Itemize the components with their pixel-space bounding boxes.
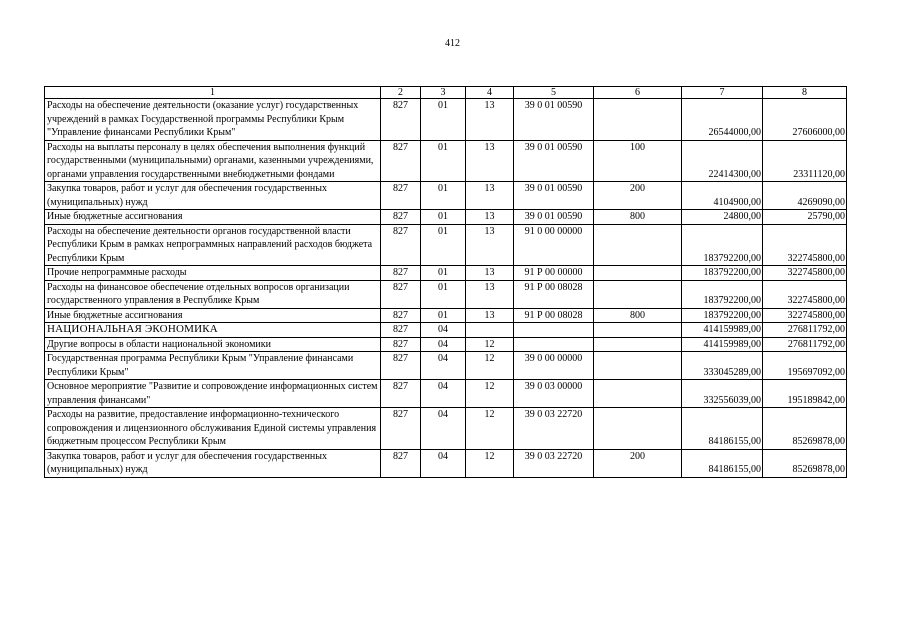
amount-year1-cell: 333045289,00 xyxy=(682,352,763,380)
expense-name-cell: Закупка товаров, работ и услуг для обеспечения государственных (муниципальных) нужд xyxy=(45,182,381,210)
column-header: 7 xyxy=(682,87,763,99)
amount-year1-cell: 332556039,00 xyxy=(682,380,763,408)
table-row xyxy=(45,182,847,210)
section-code-cell: 01 xyxy=(421,308,466,323)
section-code-cell: 01 xyxy=(421,182,466,210)
ministry-code-cell: 827 xyxy=(381,280,421,308)
table-row xyxy=(45,449,847,477)
ministry-code-cell: 827 xyxy=(381,380,421,408)
section-code-cell: 04 xyxy=(421,408,466,450)
table-row xyxy=(45,408,847,450)
ministry-code-cell: 827 xyxy=(381,337,421,352)
expense-name-cell: Расходы на развитие, предоставление информационно-технического сопровождения и лицензионного обслуживания Единой системы управления бюджетным процессом Республики Крым xyxy=(45,408,381,450)
expense-type-cell xyxy=(594,99,682,141)
section-code-cell: 04 xyxy=(421,380,466,408)
ministry-code-cell: 827 xyxy=(381,352,421,380)
section-code-cell: 04 xyxy=(421,337,466,352)
expense-name-cell: НАЦИОНАЛЬНАЯ ЭКОНОМИКА xyxy=(45,323,381,338)
section-code-cell: 01 xyxy=(421,266,466,281)
target-article-cell: 91 Р 00 08028 xyxy=(514,280,594,308)
section-code-cell: 04 xyxy=(421,449,466,477)
amount-year1-cell: 183792200,00 xyxy=(682,280,763,308)
table-row xyxy=(45,99,847,141)
table-row xyxy=(45,352,847,380)
column-header: 1 xyxy=(45,87,381,99)
expense-name-cell: Основное мероприятие "Развитие и сопровождение информационных систем управления финансами" xyxy=(45,380,381,408)
expense-type-cell xyxy=(594,266,682,281)
expense-name-cell: Прочие непрограммные расходы xyxy=(45,266,381,281)
table-row xyxy=(45,266,847,281)
subsection-code-cell: 12 xyxy=(466,408,514,450)
target-article-cell: 39 0 03 22720 xyxy=(514,449,594,477)
target-article-cell xyxy=(514,337,594,352)
amount-year2-cell: 276811792,00 xyxy=(763,337,847,352)
ministry-code-cell: 827 xyxy=(381,182,421,210)
expense-type-cell: 200 xyxy=(594,182,682,210)
subsection-code-cell: 12 xyxy=(466,380,514,408)
expense-type-cell: 200 xyxy=(594,449,682,477)
target-article-cell xyxy=(514,323,594,338)
expense-type-cell xyxy=(594,280,682,308)
column-header: 6 xyxy=(594,87,682,99)
expense-type-cell xyxy=(594,337,682,352)
target-article-cell: 39 0 01 00590 xyxy=(514,210,594,225)
amount-year2-cell: 25790,00 xyxy=(763,210,847,225)
expense-name-cell: Закупка товаров, работ и услуг для обеспечения государственных (муниципальных) нужд xyxy=(45,449,381,477)
ministry-code-cell: 827 xyxy=(381,266,421,281)
ministry-code-cell: 827 xyxy=(381,99,421,141)
amount-year2-cell: 195189842,00 xyxy=(763,380,847,408)
table-row xyxy=(45,308,847,323)
target-article-cell: 39 0 01 00590 xyxy=(514,182,594,210)
amount-year2-cell: 322745800,00 xyxy=(763,280,847,308)
column-header: 4 xyxy=(466,87,514,99)
amount-year2-cell: 276811792,00 xyxy=(763,323,847,338)
amount-year1-cell: 183792200,00 xyxy=(682,224,763,266)
column-number-row xyxy=(45,87,847,99)
target-article-cell: 39 0 01 00590 xyxy=(514,99,594,141)
expense-name-cell: Расходы на финансовое обеспечение отдельных вопросов организации государственного управления в Республике Крым xyxy=(45,280,381,308)
target-article-cell: 39 0 03 00000 xyxy=(514,380,594,408)
section-code-cell: 01 xyxy=(421,140,466,182)
amount-year1-cell: 414159989,00 xyxy=(682,323,763,338)
column-header: 2 xyxy=(381,87,421,99)
subsection-code-cell: 13 xyxy=(466,280,514,308)
amount-year1-cell: 183792200,00 xyxy=(682,308,763,323)
table-row xyxy=(45,140,847,182)
amount-year1-cell: 24800,00 xyxy=(682,210,763,225)
subsection-code-cell: 13 xyxy=(466,182,514,210)
ministry-code-cell: 827 xyxy=(381,224,421,266)
amount-year2-cell: 85269878,00 xyxy=(763,449,847,477)
subsection-code-cell: 12 xyxy=(466,352,514,380)
subsection-code-cell: 13 xyxy=(466,99,514,141)
target-article-cell: 39 0 03 22720 xyxy=(514,408,594,450)
expense-name-cell: Государственная программа Республики Крым "Управление финансами Республики Крым" xyxy=(45,352,381,380)
expense-type-cell xyxy=(594,224,682,266)
expense-name-cell: Иные бюджетные ассигнования xyxy=(45,308,381,323)
ministry-code-cell: 827 xyxy=(381,408,421,450)
expense-type-cell xyxy=(594,352,682,380)
expense-name-cell: Иные бюджетные ассигнования xyxy=(45,210,381,225)
amount-year2-cell: 322745800,00 xyxy=(763,266,847,281)
column-header: 5 xyxy=(514,87,594,99)
table-row xyxy=(45,210,847,225)
amount-year2-cell: 4269090,00 xyxy=(763,182,847,210)
target-article-cell: 39 0 00 00000 xyxy=(514,352,594,380)
target-article-cell: 39 0 01 00590 xyxy=(514,140,594,182)
expense-name-cell: Расходы на выплаты персоналу в целях обеспечения выполнения функций государственными (муниципальными) органами, казенными учреждениями, органами управления государственными внебюджетными фондами xyxy=(45,140,381,182)
ministry-code-cell: 827 xyxy=(381,140,421,182)
amount-year1-cell: 22414300,00 xyxy=(682,140,763,182)
section-code-cell: 01 xyxy=(421,99,466,141)
expense-type-cell: 800 xyxy=(594,308,682,323)
table-row xyxy=(45,380,847,408)
amount-year2-cell: 322745800,00 xyxy=(763,224,847,266)
expense-name-cell: Расходы на обеспечение деятельности (оказание услуг) государственных учреждений в рамках Государственной программы Республики Крым "Управление финансами Республики Крым" xyxy=(45,99,381,141)
amount-year2-cell: 195697092,00 xyxy=(763,352,847,380)
amount-year2-cell: 27606000,00 xyxy=(763,99,847,141)
expense-type-cell: 100 xyxy=(594,140,682,182)
amount-year2-cell: 322745800,00 xyxy=(763,308,847,323)
subsection-code-cell xyxy=(466,323,514,338)
table-row xyxy=(45,280,847,308)
amount-year1-cell: 26544000,00 xyxy=(682,99,763,141)
section-code-cell: 01 xyxy=(421,224,466,266)
subsection-code-cell: 13 xyxy=(466,224,514,266)
table-row xyxy=(45,224,847,266)
expense-type-cell xyxy=(594,408,682,450)
amount-year1-cell: 84186155,00 xyxy=(682,408,763,450)
amount-year1-cell: 414159989,00 xyxy=(682,337,763,352)
ministry-code-cell: 827 xyxy=(381,308,421,323)
expense-name-cell: Другие вопросы в области национальной экономики xyxy=(45,337,381,352)
section-code-cell: 01 xyxy=(421,280,466,308)
amount-year1-cell: 4104900,00 xyxy=(682,182,763,210)
amount-year1-cell: 183792200,00 xyxy=(682,266,763,281)
subsection-code-cell: 13 xyxy=(466,210,514,225)
subsection-code-cell: 13 xyxy=(466,266,514,281)
amount-year1-cell: 84186155,00 xyxy=(682,449,763,477)
target-article-cell: 91 Р 00 08028 xyxy=(514,308,594,323)
ministry-code-cell: 827 xyxy=(381,449,421,477)
budget-table xyxy=(44,86,847,478)
subsection-code-cell: 13 xyxy=(466,308,514,323)
amount-year2-cell: 85269878,00 xyxy=(763,408,847,450)
section-code-cell: 01 xyxy=(421,210,466,225)
page-number: 412 xyxy=(445,38,460,49)
ministry-code-cell: 827 xyxy=(381,210,421,225)
table-row xyxy=(45,337,847,352)
section-code-cell: 04 xyxy=(421,323,466,338)
ministry-code-cell: 827 xyxy=(381,323,421,338)
amount-year2-cell: 23311120,00 xyxy=(763,140,847,182)
expense-type-cell xyxy=(594,323,682,338)
column-header: 3 xyxy=(421,87,466,99)
expense-type-cell: 800 xyxy=(594,210,682,225)
target-article-cell: 91 Р 00 00000 xyxy=(514,266,594,281)
subsection-code-cell: 13 xyxy=(466,140,514,182)
target-article-cell: 91 0 00 00000 xyxy=(514,224,594,266)
expense-type-cell xyxy=(594,380,682,408)
column-header: 8 xyxy=(763,87,847,99)
section-row xyxy=(45,323,847,338)
expense-name-cell: Расходы на обеспечение деятельности органов государственной власти Республики Крым в рамках непрограммных направлений расходов бюджета Республики Крым xyxy=(45,224,381,266)
section-code-cell: 04 xyxy=(421,352,466,380)
subsection-code-cell: 12 xyxy=(466,449,514,477)
subsection-code-cell: 12 xyxy=(466,337,514,352)
